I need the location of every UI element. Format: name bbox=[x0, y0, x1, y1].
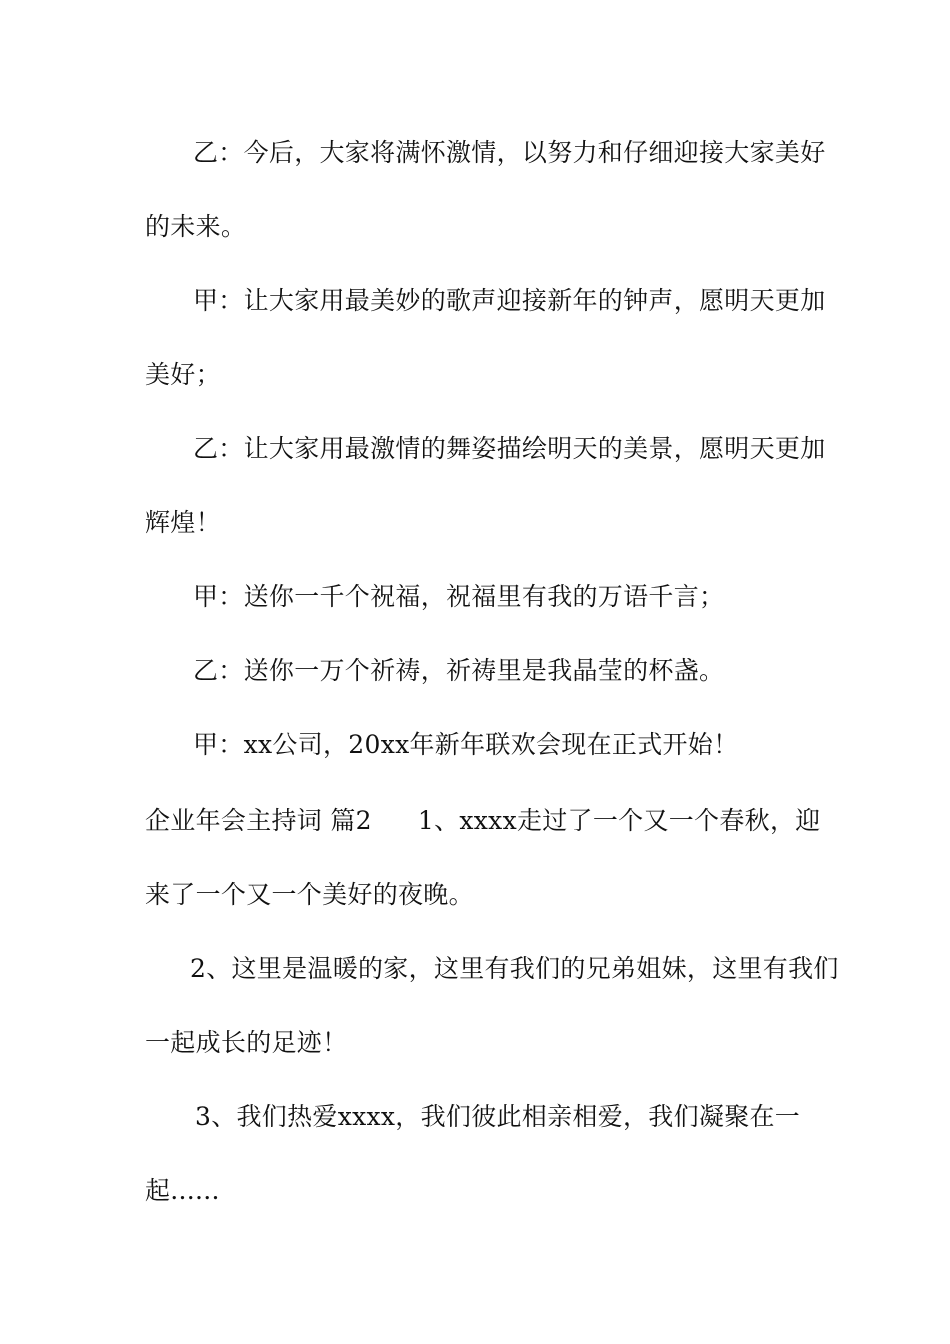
paragraph-line: 乙：让大家用最激情的舞姿描绘明天的美景，愿明天更加 bbox=[193, 434, 826, 463]
paragraph-line: 美好； bbox=[145, 360, 221, 389]
paragraph-line: 甲：xx公司，20xx年新年联欢会现在正式开始！ bbox=[193, 730, 739, 759]
paragraph-line: 的未来。 bbox=[145, 212, 247, 241]
paragraph-line: 乙：今后，大家将满怀激情，以努力和仔细迎接大家美好 bbox=[193, 138, 826, 167]
section-heading: 企业年会主持词 篇2 bbox=[145, 806, 372, 835]
paragraph-line: 起...... bbox=[145, 1176, 220, 1205]
paragraph-line: 2、这里是温暖的家，这里有我们的兄弟姐妹，这里有我们 bbox=[190, 954, 839, 983]
paragraph-line: 辉煌！ bbox=[145, 508, 221, 537]
paragraph-line: 一起成长的足迹！ bbox=[145, 1028, 348, 1057]
paragraph-line: 甲：让大家用最美妙的歌声迎接新年的钟声，愿明天更加 bbox=[193, 286, 826, 315]
paragraph-line: 3、我们热爱xxxx，我们彼此相亲相爱，我们凝聚在一 bbox=[195, 1102, 801, 1131]
paragraph-line: 1、xxxx走过了一个又一个春秋，迎 bbox=[417, 806, 821, 835]
section-heading-line bbox=[145, 806, 821, 836]
paragraph-line: 来了一个又一个美好的夜晚。 bbox=[145, 880, 474, 909]
paragraph-line: 甲：送你一千个祝福，祝福里有我的万语千言； bbox=[193, 582, 725, 611]
paragraph-line: 乙：送你一万个祈祷，祈祷里是我晶莹的杯盏。 bbox=[193, 656, 725, 685]
